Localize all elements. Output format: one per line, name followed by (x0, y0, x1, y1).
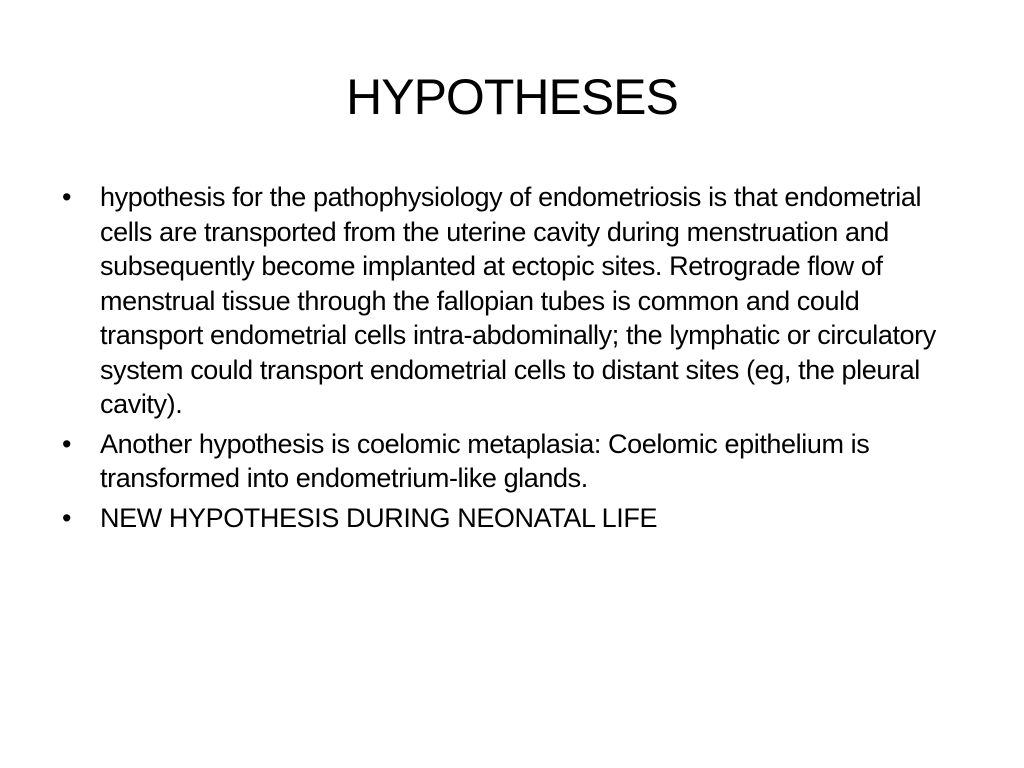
bullet-icon: • (62, 502, 72, 533)
bullet-icon: • (62, 182, 72, 212)
bullet-icon: • (62, 428, 72, 459)
bullet-text: hypothesis for the pathophysiology of endometriosis is that endometrial cells are transported from the uterine cavity during menstruation and subsequently become implanted at ectopic sites. Retrograde flow of menstrual tissue through the fallopian tubes is common and could transport endometrial cells intra-abdominally; the lymphatic or circulatory system could transport endometrial cells to distant sites (eg, the pleural cavity). (100, 182, 936, 419)
bullet-item-neonatal-life (62, 501, 968, 536)
slide-title: HYPOTHESES (346, 69, 678, 125)
bullet-item-pathophysiology (62, 180, 968, 422)
bullet-text: Another hypothesis is coelomic metaplasia: Coelomic epithelium is transformed into endometrium-like glands. (100, 428, 870, 493)
bullet-list (62, 180, 968, 540)
bullet-item-coelomic-metaplasia (62, 427, 968, 496)
bullet-text: NEW HYPOTHESIS DURING NEONATAL LIFE (100, 502, 658, 533)
